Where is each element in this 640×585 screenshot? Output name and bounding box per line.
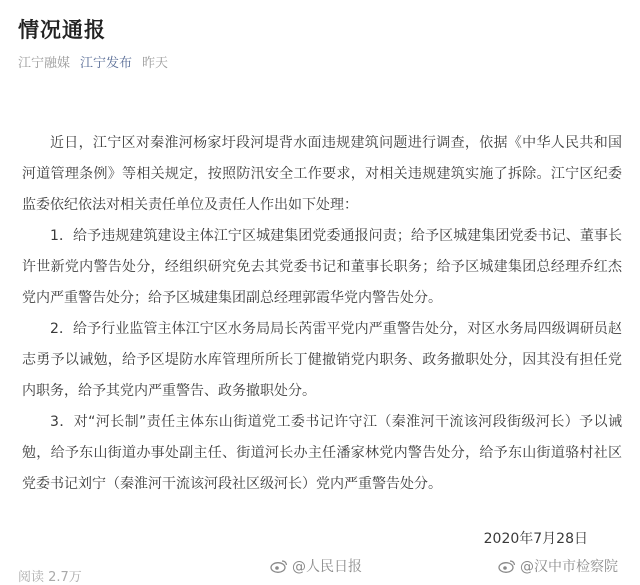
publish-time: 昨天: [142, 56, 169, 71]
weibo-icon: [498, 559, 516, 573]
watermark-renminribao: [270, 556, 362, 576]
watermark-text: @人民日报: [292, 559, 362, 575]
paragraph-item-2: 2．给予行业监管主体江宁区水务局局长芮雷平党内严重警告处分，对区水务局四级调研员赵志勇予以诫勉，给予区堤防水库管理所所长丁健撤销党内职务、政务撤职处分，因其没有担任党内职务，给予其党内严重警告、政务撤职处分。: [22, 321, 622, 399]
article-meta: [18, 52, 168, 71]
paragraph-item-3: 3．对“河长制”责任主体东山街道党工委书记许守江（秦淮河干流该河段街级河长）予以诫勉，给予东山街道办事处副主任、街道河长办主任潘家林党内警告处分，给予东山街道骆村社区党委书记刘宁（秦淮河干流该河段社区级河长）党内严重警告处分。: [22, 414, 622, 492]
watermark-hanzhong: [498, 556, 618, 576]
paragraph-intro: 近日，江宁区对秦淮河杨家圩段河堤背水面违规建筑问题进行调查，依据《中华人民共和国河道管理条例》等相关规定，按照防汛安全工作要求，对相关违规建筑实施了拆除。江宁区纪委监委依纪依法对相关责任单位及责任人作出如下处理：: [22, 135, 622, 213]
article-body: [22, 128, 622, 500]
watermark-text: @汉中市检察院: [520, 559, 618, 575]
paragraph-item-1: 1．给予违规建筑建设主体江宁区城建集团党委通报问责；给予区城建集团党委书记、董事长许世新党内警告处分，经组织研究免去其党委书记和董事长职务；给予区城建集团总经理乔红杰党内严重警告处分；给予区城建集团副总经理郭霞华党内警告处分。: [22, 228, 622, 306]
article-title: 情况通报: [18, 18, 106, 42]
source-label: 江宁融媒: [18, 56, 71, 71]
article-date: 2020年7月28日: [483, 531, 588, 547]
account-link[interactable]: 江宁发布: [80, 56, 133, 71]
read-count: 阅读 2.7万: [18, 570, 82, 585]
weibo-icon: [270, 559, 288, 573]
